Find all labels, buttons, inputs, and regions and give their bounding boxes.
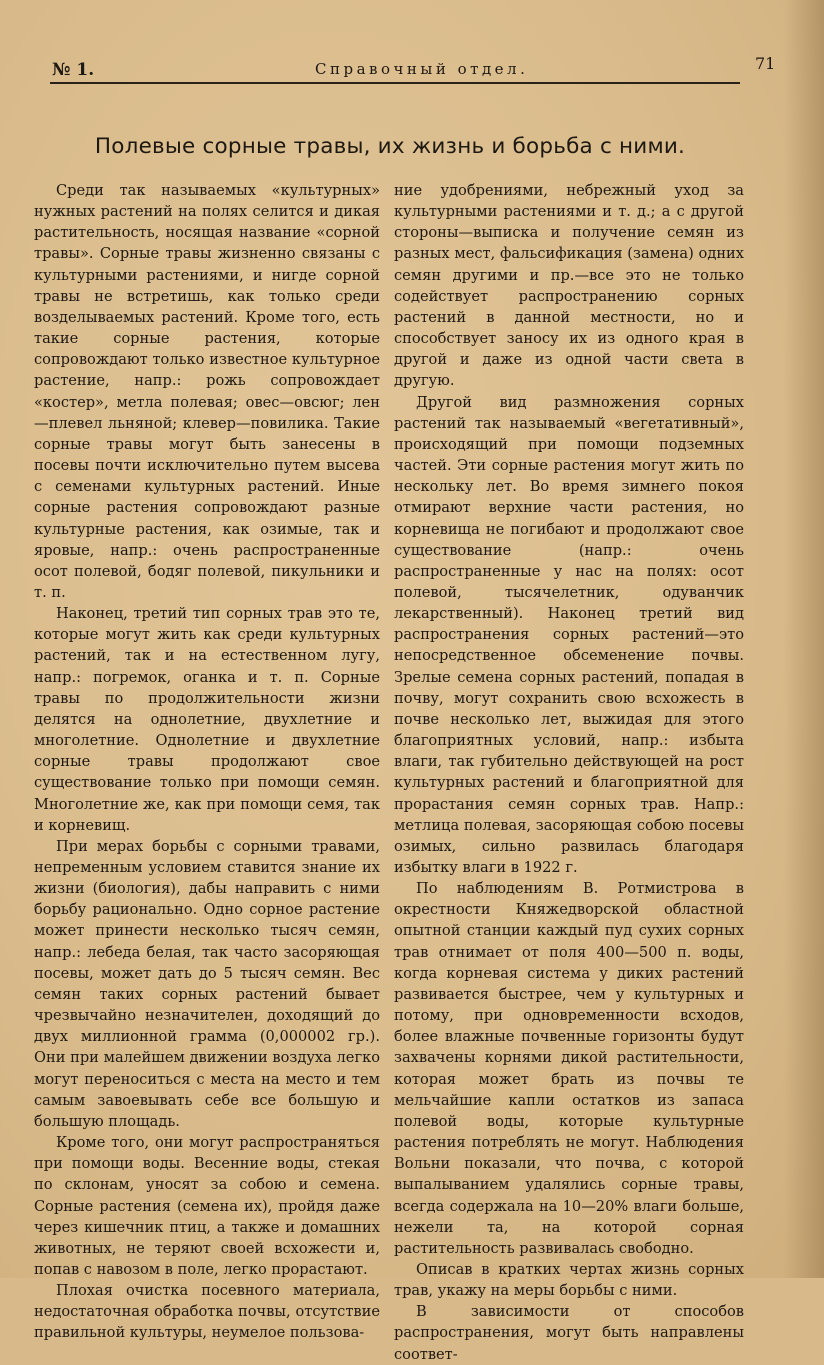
paragraph: При мерах борьбы с сорными травами, непременным условием ставится знание их жизни (биология), дабы направить с ними борьбу рационально. Одно сорное растение может принести несколько тысяч семян, напр.: лебеда белая, так часто засоряющая посевы, может дать до 5 тысяч семян. Вес семян таких сорных растений бывает чрезвычайно незначителен, доходящий до двух миллионной грамма (0,000002 гр.). Они при малейшем движении воздуха легко могут переноситься с места на место и тем самым завоевывать себе все большую и большую площадь.: [34, 837, 380, 1130]
paragraph: В зависимости от способов распространения, могут быть направлены соответ-: [394, 1303, 744, 1363]
page-number: 71: [755, 54, 776, 73]
paragraph: По наблюдениям В. Ротмистрова в окрестности Княжедворской областной опытной станции каждый пуд сухих сорных трав отнимает от поля 400—500 п. воды, когда корневая система у диких растений развивается быстрее, чем у культурных и потому, при одновременности всходов, более влажные почвенные горизонты будут захвачены корнями дикой растительности, которая может брать из почвы те мельчайшие капли остатков из запаса полевой воды, которые культурные растения потреблять не могут. Наблюдения Вольни показали, что почва, с которой выпалыванием удалялись сорные травы, всегда содержала на 10—20% влаги больше, нежели та, на которой сорная растительность развивалась свободно.: [394, 880, 744, 1257]
paragraph: Кроме того, они могут распространяться при помощи воды. Весенние воды, стекая по склонам, уносят за собою и семена. Сорные растения (семена их), пройдя даже через кишечник птиц, а также и домашних животных, не теряют своей всхожести и, попав с навозом в поле, легко прорастают.: [34, 1134, 380, 1278]
section-title: Справочный отдел.: [315, 60, 529, 78]
right-column: [394, 180, 744, 1365]
paragraph: Другой вид размножения сорных растений так называемый «вегетативный», происходящий при помощи подземных частей. Эти сорные растения могут жить по нескольку лет. Во время зимнего покоя отмирают верхние части растения, но корневища не погибают и продолжают свое существование (напр.: очень распространенные у нас на полях: осот полевой, тысячелетник, одуванчик лекарственный). Наконец третий вид распространения сорных растений—это непосредственное обсеменение почвы. Зрелые семена сорных растений, попадая в почву, могут сохранить свою всхожесть в почве несколько лет, выжидая для этого благоприятных условий, напр.: избыта влаги, так губительно действующей на рост культурных растений и благоприятной для прорастания семян сорных трав. Напр.: метлица полевая, засоряющая собою посевы озимых, сильно развилась благодаря избытку влаги в 1922 г.: [394, 393, 744, 876]
article-title: Полевые сорные травы, их жизнь и борьба с ними.: [94, 134, 686, 159]
running-header: [50, 54, 776, 84]
paragraph: Плохая очистка посевного материала, недостаточная обработка почвы, отсутствие правильной культуры, неумелое пользова-: [34, 1282, 380, 1342]
issue-number: № 1.: [52, 60, 95, 80]
paragraph: ние удобрениями, небрежный уход за культурными растениями и т. д.; а с другой стороны—выписка и получение семян из разных мест, фальсификация (замена) одних семян другими и пр.—все это не только содействует распространению сорных растений в данной местности, но и способствует заносу их из одного края в другой и даже из одной части света в другую.: [394, 182, 744, 390]
paragraph: Описав в кратких чертах жизнь сорных трав, укажу на меры борьбы с ними.: [394, 1260, 744, 1300]
page-gutter-shadow: [784, 0, 824, 1278]
paragraph: Среди так называемых «культурных» нужных растений на полях селится и дикая растительность, носящая название «сорной травы». Сорные травы жизненно связаны с культурными растениями, и нигде сорной травы не встретишь, как только среди возделываемых растений. Кроме того, есть такие сорные растения, которые сопровождают только известное культурное растение, напр.: рожь сопровождает «костер», метла полевая; овес—овсюг; лен—плевел льняной; клевер—повилика. Такие сорные травы могут быть занесены в посевы почти исключительно путем высева с семенами культурных растений. Иные сорные растения сопровождают разные культурные растения, как озимые, так и яровые, напр.: очень распространенные осот полевой, бодяг полевой, пикульники и т. п.: [34, 182, 380, 601]
left-column: [34, 180, 380, 1344]
paragraph: Наконец, третий тип сорных трав это те, которые могут жить как среди культурных растений, так и на естественном лугу, напр.: погремок, оганка и т. п. Сорные травы по продолжительности жизни делятся на однолетние, двухлетние и многолетние. Однолетние и двухлетние сорные травы продолжают свое существование только при помощи семян. Многолетние же, как при помощи семя, так и корневищ.: [34, 605, 380, 834]
